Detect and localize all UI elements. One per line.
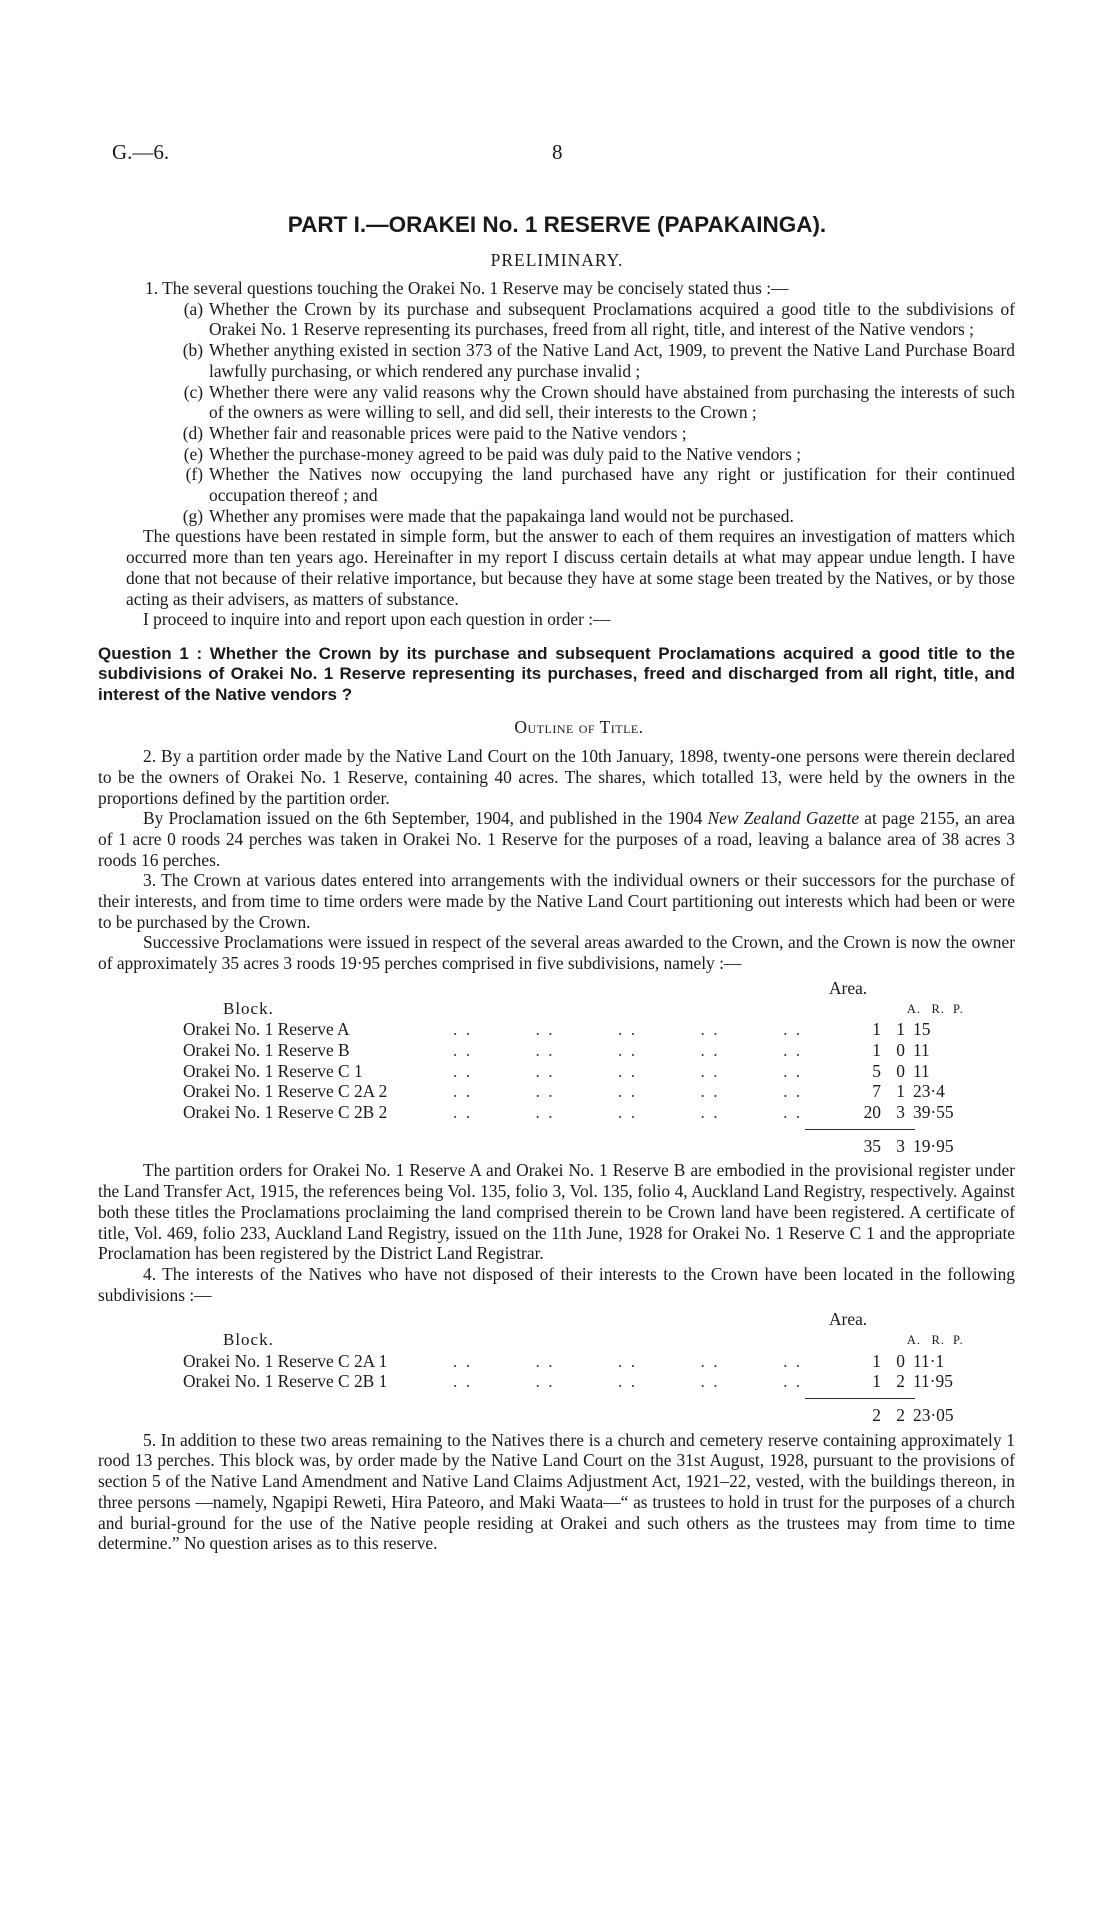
block-name: Orakei No. 1 Reserve A bbox=[183, 1019, 350, 1040]
table-header-row bbox=[143, 999, 1015, 1020]
acres-value: 1 bbox=[872, 1039, 881, 1060]
question-item bbox=[143, 506, 1015, 527]
table-area-label-row bbox=[143, 978, 1015, 999]
total-perches: 23·05 bbox=[913, 1405, 954, 1426]
question-label: (b) bbox=[182, 340, 203, 361]
question-label: (f) bbox=[185, 464, 203, 485]
question-item bbox=[143, 340, 1015, 381]
column-perches: P. bbox=[953, 1001, 964, 1016]
question-item bbox=[143, 444, 1015, 465]
intro-paragraph: 1. The several questions touching the Orakei No. 1 Reserve may be concisely stated thus :— bbox=[145, 278, 789, 298]
total-roods: 2 bbox=[896, 1405, 905, 1426]
block-label: Block. bbox=[223, 998, 274, 1018]
table-total-row bbox=[143, 1405, 1015, 1426]
column-acres: A. bbox=[906, 1333, 921, 1347]
table-total-row bbox=[143, 1136, 1015, 1157]
roods-value: 0 bbox=[896, 1060, 905, 1081]
paragraph-2b bbox=[98, 808, 1015, 870]
roods-value: 2 bbox=[896, 1371, 905, 1392]
question-text: Whether fair and reasonable prices were paid to the Native vendors ; bbox=[209, 422, 687, 443]
question-item bbox=[143, 464, 1015, 505]
table-row bbox=[143, 1061, 1015, 1082]
table-area-label-row bbox=[143, 1309, 1015, 1330]
acres-value: 1 bbox=[872, 1019, 881, 1040]
block-name: Orakei No. 1 Reserve C 2A 1 bbox=[183, 1350, 388, 1371]
total-rule bbox=[805, 1129, 915, 1130]
question-label: (d) bbox=[182, 422, 203, 443]
table-row bbox=[143, 1040, 1015, 1061]
total-perches: 19·95 bbox=[913, 1135, 954, 1156]
outline-heading: Outline of Title. bbox=[514, 717, 644, 738]
leader-dots: . . . . . . . . . . bbox=[453, 1102, 803, 1123]
paragraph-proceed: I proceed to inquire into and report upon each question in order :— bbox=[143, 609, 611, 630]
gazette-title: New Zealand Gazette bbox=[707, 808, 860, 829]
question-text: Whether the Crown by its purchase and subsequent Proclamations acquired a good title to the subdivisions of Orakei No. 1 Reserve representing its purchases, freed from all right, title, and interest of the Native vendors ; bbox=[209, 298, 1015, 340]
perches-value: 11·1 bbox=[913, 1350, 945, 1371]
question-label: (e) bbox=[183, 443, 203, 464]
part-title: PART I.—ORAKEI No. 1 RESERVE (PAPAKAINGA). bbox=[287, 212, 827, 237]
leader-dots: . . . . . . . . . . bbox=[453, 1081, 803, 1102]
table-row bbox=[143, 1019, 1015, 1040]
leader-dots: . . . . . . . . . . bbox=[453, 1350, 803, 1371]
acres-value: 1 bbox=[872, 1371, 881, 1392]
question-item bbox=[143, 382, 1015, 423]
total-roods: 3 bbox=[896, 1135, 905, 1156]
table-row bbox=[143, 1081, 1015, 1102]
crown-areas-table bbox=[143, 978, 1015, 1161]
column-roods: R. bbox=[931, 1001, 945, 1016]
roods-value: 1 bbox=[896, 1081, 905, 1102]
column-roods: R. bbox=[931, 1333, 945, 1347]
total-rule bbox=[805, 1398, 915, 1399]
roods-value: 0 bbox=[896, 1039, 905, 1060]
block-name: Orakei No. 1 Reserve C 1 bbox=[183, 1060, 363, 1081]
section-subtitle: PRELIMINARY. bbox=[490, 250, 624, 270]
question-item bbox=[143, 423, 1015, 444]
table-row bbox=[143, 1351, 1015, 1372]
column-acres: A. bbox=[906, 1001, 921, 1016]
paragraph-restated: The questions have been restated in simple form, but the answer to each of them requires an investigation of matters which occurred more than ten years ago. Hereinafter in my report I discuss certain details at what may appear undue length. I have done that not because of their relative importance, but because they have at some stage been treated by the Natives, or by those acting as their advisers, as matters of substance. bbox=[126, 526, 1015, 609]
question-item bbox=[143, 299, 1015, 340]
paragraph-3: 3. The Crown at various dates entered into arrangements with the individual owners or their successors for the purchase of their interests, and from time to time orders were made by the Native Land Court partitioning out interests which had been or were to be purchased by the Crown. bbox=[98, 870, 1015, 932]
paragraph-2b-end: at page 2155, an area of 1 acre 0 roods 24 perches was taken in Orakei No. 1 Reserve for the purposes of a road, leaving a balance area of 38 acres 3 roods 16 perches. bbox=[98, 808, 1015, 870]
question-text: Whether the Natives now occupying the land purchased have any right or justification for their continued occupation thereof ; and bbox=[209, 464, 1015, 506]
roods-value: 0 bbox=[896, 1350, 905, 1371]
question-label: (c) bbox=[183, 381, 203, 402]
total-acres: 2 bbox=[872, 1405, 881, 1426]
table-header-row bbox=[143, 1330, 1015, 1351]
roods-value: 3 bbox=[896, 1102, 905, 1123]
native-areas-table bbox=[143, 1309, 1015, 1429]
perches-value: 15 bbox=[913, 1019, 931, 1040]
leader-dots: . . . . . . . . . . bbox=[453, 1060, 803, 1081]
paragraph-2: 2. By a partition order made by the Native Land Court on the 10th January, 1898, twenty-one persons were therein declared to be the owners of Orakei No. 1 Reserve, containing 40 acres. The shares, which totalled 13, were held by the owners in the proportions defined by the partition order. bbox=[98, 746, 1015, 808]
area-label: Area. bbox=[829, 1309, 868, 1330]
perches-value: 11·95 bbox=[913, 1371, 953, 1392]
leader-dots: . . . . . . . . . . bbox=[453, 1371, 803, 1392]
block-name: Orakei No. 1 Reserve B bbox=[183, 1039, 350, 1060]
series-reference: G.—6. bbox=[112, 140, 170, 164]
acres-value: 1 bbox=[872, 1350, 881, 1371]
perches-value: 11 bbox=[913, 1039, 930, 1060]
column-perches: P. bbox=[953, 1333, 964, 1347]
block-name: Orakei No. 1 Reserve C 2B 1 bbox=[183, 1371, 388, 1392]
leader-dots: . . . . . . . . . . bbox=[453, 1019, 803, 1040]
question-text: Whether the purchase-money agreed to be paid was duly paid to the Native vendors ; bbox=[209, 443, 802, 464]
total-acres: 35 bbox=[863, 1135, 881, 1156]
question-list bbox=[143, 299, 1015, 527]
question-1-heading: Question 1 : Whether the Crown by its purchase and subsequent Proclamations acquired a good title to the subdivisions of Orakei No. 1 Reserve representing its purchases, freed and discharged from all right, title, and interest of the Native vendors ? bbox=[98, 643, 1015, 704]
body-text bbox=[98, 278, 1015, 1554]
question-text: Whether any promises were made that the papakainga land would not be purchased. bbox=[209, 505, 794, 526]
table-row bbox=[143, 1102, 1015, 1123]
question-label: (g) bbox=[182, 505, 203, 526]
perches-value: 11 bbox=[913, 1060, 930, 1081]
block-label: Block. bbox=[223, 1330, 274, 1349]
acres-value: 7 bbox=[872, 1081, 881, 1102]
question-label: (a) bbox=[183, 298, 203, 319]
area-label: Area. bbox=[829, 977, 868, 998]
perches-value: 23·4 bbox=[913, 1081, 945, 1102]
table-row bbox=[143, 1371, 1015, 1392]
page-number: 8 bbox=[552, 140, 563, 164]
perches-value: 39·55 bbox=[913, 1102, 954, 1123]
paragraph-4: 4. The interests of the Natives who have not disposed of their interests to the Crown have been located in the following subdivisions :— bbox=[98, 1263, 1015, 1305]
question-text: Whether anything existed in section 373 of the Native Land Act, 1909, to prevent the Native Land Purchase Board lawfully purchasing, or which rendered any purchase invalid ; bbox=[209, 340, 1015, 381]
block-name: Orakei No. 1 Reserve C 2A 2 bbox=[183, 1081, 388, 1102]
acres-value: 5 bbox=[872, 1060, 881, 1081]
paragraph-partition: The partition orders for Orakei No. 1 Reserve A and Orakei No. 1 Reserve B are embodied in the provisional register under the Land Transfer Act, 1915, the references being Vol. 135, folio 3, Vol. 135, folio 4, Auckland Land Registry, respectively. Against both these titles the Proclamations proclaiming the land comprised therein to be Crown land have been registered. A certificate of title, Vol. 469, folio 233, Auckland Land Registry, issued on the 11th June, 1928 for Orakei No. 1 Reserve C 1 and the appropriate Proclamation has been registered by the District Land Registrar. bbox=[98, 1160, 1015, 1264]
block-name: Orakei No. 1 Reserve C 2B 2 bbox=[183, 1102, 388, 1123]
leader-dots: . . . . . . . . . . bbox=[453, 1039, 803, 1060]
roods-value: 1 bbox=[896, 1019, 905, 1040]
paragraph-3b: Successive Proclamations were issued in respect of the several areas awarded to the Crown, and the Crown is now the owner of approximately 35 acres 3 roods 19·95 perches comprised in five subdivisions, namely :— bbox=[98, 932, 1015, 974]
question-text: Whether there were any valid reasons why the Crown should have abstained from purchasing the interests of such of the owners as were willing to sell, and did sell, their interests to the Crown ; bbox=[209, 381, 1015, 423]
paragraph-2b-start: By Proclamation issued on the 6th September, 1904, and published in the 1904 bbox=[143, 808, 708, 829]
paragraph-5: 5. In addition to these two areas remaining to the Natives there is a church and cemetery reserve containing approximately 1 rood 13 perches. This block was, by order made by the Native Land Court on the 31st August, 1928, pursuant to the provisions of section 5 of the Native Land Amendment and Native Land Claims Adjustment Act, 1921–22, vested, with the buildings thereon, in three persons —namely, Ngapipi Reweti, Hira Pateoro, and Maki Waata—“ as trustees to hold in trust for the purposes of a church and burial-ground for the use of the Native people residing at Orakei and such others as the trustees may from time to time determine.” No question arises as to this reserve. bbox=[98, 1429, 1015, 1554]
acres-value: 20 bbox=[863, 1102, 881, 1123]
